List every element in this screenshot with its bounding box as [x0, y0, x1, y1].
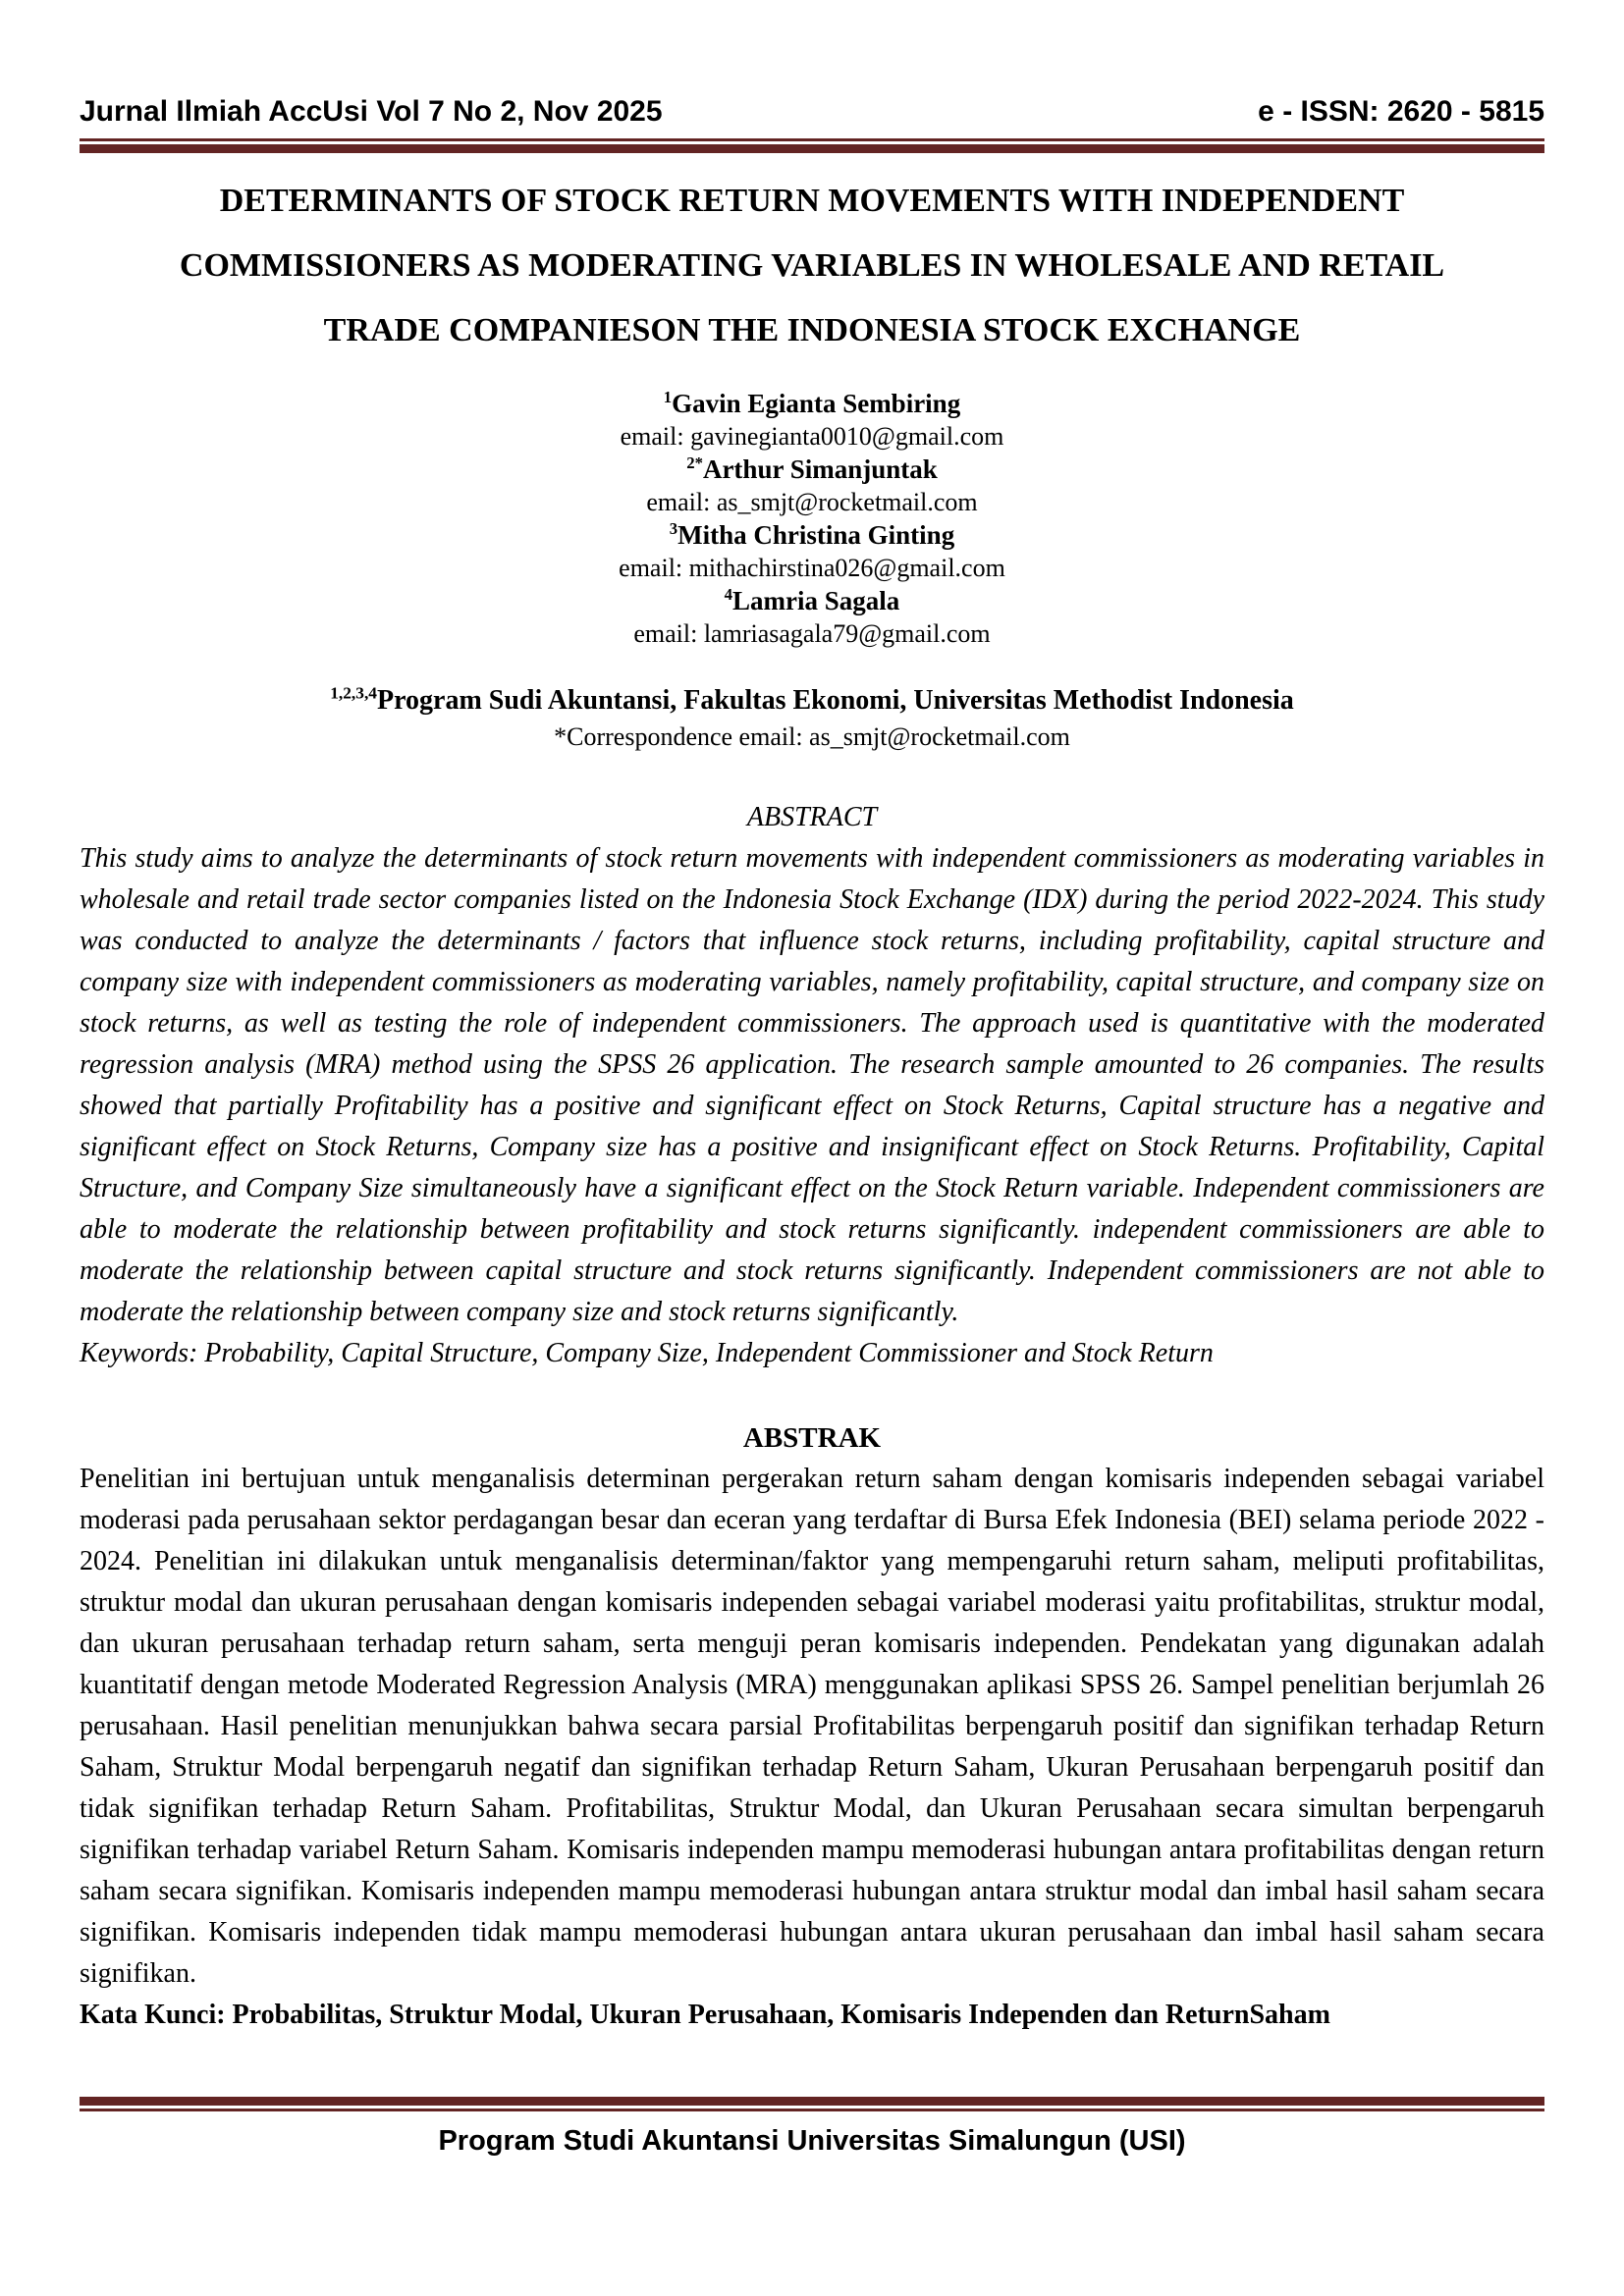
footer-text: Program Studi Akuntansi Universitas Simalungun (USI): [438, 2125, 1186, 2157]
abstrak-heading: ABSTRAK: [742, 1422, 882, 1454]
affiliation-numbers: 1,2,3,4: [330, 683, 377, 703]
abstract-heading: ABSTRACT: [746, 802, 878, 832]
footer-divider-thin-line: [80, 2109, 1544, 2111]
footer-divider-thick-bar: [80, 2097, 1544, 2106]
journal-name: Jurnal Ilmiah AccUsi Vol 7 No 2, Nov 2025: [80, 95, 663, 128]
author-name: [80, 387, 1544, 420]
abstract-body: This study aims to analyze the determinants of stock return movements with independent commissioners as moderating variables in wholesale and retail trade sector companies listed on the Indonesia Stock Exchange (IDX) during the period 2022-2024. This study was conducted to analyze the determinants / factors that influence stock returns, including profitability, capital structure and company size with independent commissioners as moderating variables, namely profitability, capital structure, and company size on stock returns, as well as testing the role of independent commissioners. The approach used is quantitative with the moderated regression analysis (MRA) method using the SPSS 26 application. The research sample amounted to 26 companies. The results showed that partially Profitability has a positive and significant effect on Stock Returns, Capital structure has a negative and significant effect on Stock Returns, Company size has a positive and insignificant effect on Stock Returns. Profitability, Capital Structure, and Company Size simultaneously have a significant effect on the Stock Return variable. Independent commissioners are able to moderate the relationship between profitability and stock returns significantly. independent commissioners are able to moderate the relationship between capital structure and stock returns significantly. Independent commissioners are not able to moderate the relationship between company size and stock returns significantly.: [80, 843, 1544, 1327]
author-name: [80, 518, 1544, 552]
author-name-text: Mitha Christina Ginting: [677, 520, 955, 550]
abstrak-body: Penelitian ini bertujuan untuk menganalisis determinan pergerakan return saham dengan komisaris independen sebagai variabel moderasi pada perusahaan sektor perdagangan besar dan eceran yang terdaftar di Bursa Efek Indonesia (BEI) selama periode 2022 - 2024. Penelitian ini dilakukan untuk menganalisis determinan/faktor yang mempengaruhi return saham, meliputi profitabilitas, struktur modal dan ukuran perusahaan dengan komisaris independen sebagai variabel moderasi yaitu profitabilitas, struktur modal, dan ukuran perusahaan terhadap return saham, serta menguji peran komisaris independen. Pendekatan yang digunakan adalah kuantitatif dengan metode Moderated Regression Analysis (MRA) menggunakan aplikasi SPSS 26. Sampel penelitian berjumlah 26 perusahaan. Hasil penelitian menunjukkan bahwa secara parsial Profitabilitas berpengaruh positif dan signifikan terhadap Return Saham, Struktur Modal berpengaruh negatif dan signifikan terhadap Return Saham, Ukuran Perusahaan berpengaruh positif dan tidak signifikan terhadap Return Saham. Profitabilitas, Struktur Modal, dan Ukuran Perusahaan secara simultan berpengaruh signifikan terhadap variabel Return Saham. Komisaris independen mampu memoderasi hubungan antara profitabilitas dengan return saham secara signifikan. Komisaris independen mampu memoderasi hubungan antara struktur modal dan imbal hasil saham secara signifikan. Komisaris independen tidak mampu memoderasi hubungan antara ukuran perusahaan dan imbal hasil saham secara signifikan.: [80, 1464, 1544, 1989]
kata-kunci-line: Kata Kunci: Probabilitas, Struktur Modal, Ukuran Perusahaan, Komisaris Independen dan ReturnSaham: [80, 2000, 1330, 2030]
author-email: email: gavinegianta0010@gmail.com: [620, 422, 1004, 451]
paper-title: [80, 169, 1544, 363]
author-number: 3: [669, 519, 678, 538]
author-name-text: Lamria Sagala: [732, 586, 900, 615]
author-name-text: Gavin Egianta Sembiring: [672, 389, 961, 418]
paper-title-line-2: COMMISSIONERS AS MODERATING VARIABLES IN WHOLESALE AND RETAIL: [179, 247, 1445, 284]
paper-title-line-3: TRADE COMPANIESON THE INDONESIA STOCK EXCHANGE: [323, 312, 1301, 348]
header-divider-thin-line: [80, 138, 1544, 141]
page-header: [80, 94, 1544, 130]
affiliation-text: Program Sudi Akuntansi, Fakultas Ekonomi, Universitas Methodist Indonesia: [376, 685, 1294, 716]
header-divider-thick-bar: [80, 144, 1544, 153]
author-email: email: lamriasagala79@gmail.com: [633, 619, 991, 648]
author-name: [80, 584, 1544, 617]
author-email: email: as_smjt@rocketmail.com: [646, 488, 978, 516]
correspondence-email: *Correspondence email: as_smjt@rocketmail.com: [554, 722, 1070, 751]
author-number: 2*: [686, 454, 703, 472]
author-name-text: Arthur Simanjuntak: [702, 454, 938, 484]
footer-divider: [80, 2097, 1544, 2111]
author-number: 1: [663, 388, 673, 406]
affiliation: [80, 683, 1544, 719]
author-email: email: mithachirstina026@gmail.com: [619, 554, 1005, 582]
paper-title-line-1: DETERMINANTS OF STOCK RETURN MOVEMENTS WITH INDEPENDENT: [219, 183, 1405, 219]
author-name: [80, 453, 1544, 486]
author-number: 4: [724, 585, 733, 604]
header-divider: [80, 138, 1544, 153]
authors-block: [80, 387, 1544, 650]
keywords-line: Keywords: Probability, Capital Structure, Company Size, Independent Commissioner and Stock Return: [80, 1338, 1214, 1368]
issn-label: e - ISSN: 2620 - 5815: [1258, 95, 1544, 128]
